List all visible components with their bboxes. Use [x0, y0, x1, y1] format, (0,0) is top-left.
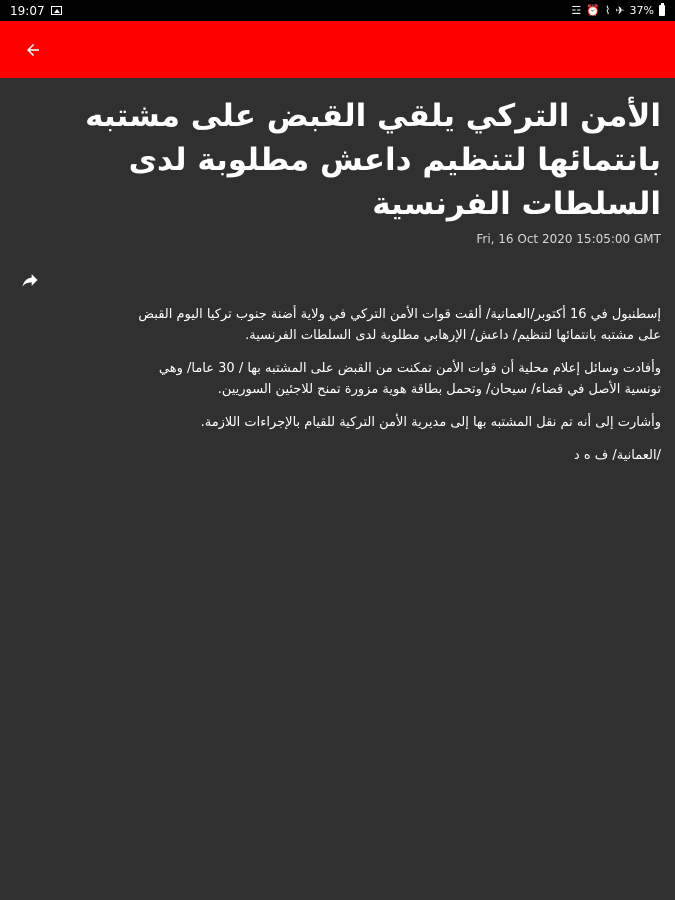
article-paragraph: إسطنبول في 16 أكتوبر/العمانية/ ألقت قوات الأمن التركي في ولاية أضنة جنوب تركيا اليوم القبض على مشتبه بانتمائها لتنظيم/ داعش/ الإرهابي مطلوبة لدى السلطات الفرنسية.: [138, 307, 661, 343]
image-notification-icon: [51, 6, 62, 15]
status-bar: [0, 0, 675, 21]
article-body: [20, 304, 661, 466]
article-content: [0, 78, 675, 900]
arrow-back-icon: [24, 41, 42, 59]
back-button[interactable]: [9, 26, 57, 74]
alarm-off-icon: ⏰: [586, 4, 600, 17]
article-source: /العمانية/ ف ه د: [573, 448, 661, 463]
vibrate-icon: ☲: [571, 4, 582, 17]
status-time: 19:07: [10, 3, 45, 18]
share-button[interactable]: [20, 266, 48, 294]
status-right: [571, 4, 665, 17]
battery-icon: [659, 5, 665, 16]
wifi-icon: ⌇: [604, 4, 611, 17]
status-left: [10, 4, 62, 18]
article-title: الأمن التركي يلقي القبض على مشتبه بانتمائها لتنظيم داعش مطلوبة لدى السلطات الفرنسية: [85, 98, 661, 222]
article-paragraph: وأشارت إلى أنه تم نقل المشتبه بها إلى مديرية الأمن التركية للقيام بالإجراءات اللازمة.: [200, 415, 661, 430]
battery-percent: 37%: [629, 4, 654, 17]
share-icon: [20, 270, 40, 290]
airplane-mode-icon: ✈: [615, 4, 625, 17]
article-paragraph: وأفادت وسائل إعلام محلية أن قوات الأمن تمكنت من القبض على المشتبه بها / 30 عاما/ وهي تونسية الأصل في قضاء/ سيحان/ وتحمل بطاقة هوية مزورة تمنح للاجئين السوريين.: [158, 361, 661, 397]
article-timestamp: Fri, 16 Oct 2020 15:05:00 GMT: [476, 232, 661, 246]
app-bar: [0, 21, 675, 78]
